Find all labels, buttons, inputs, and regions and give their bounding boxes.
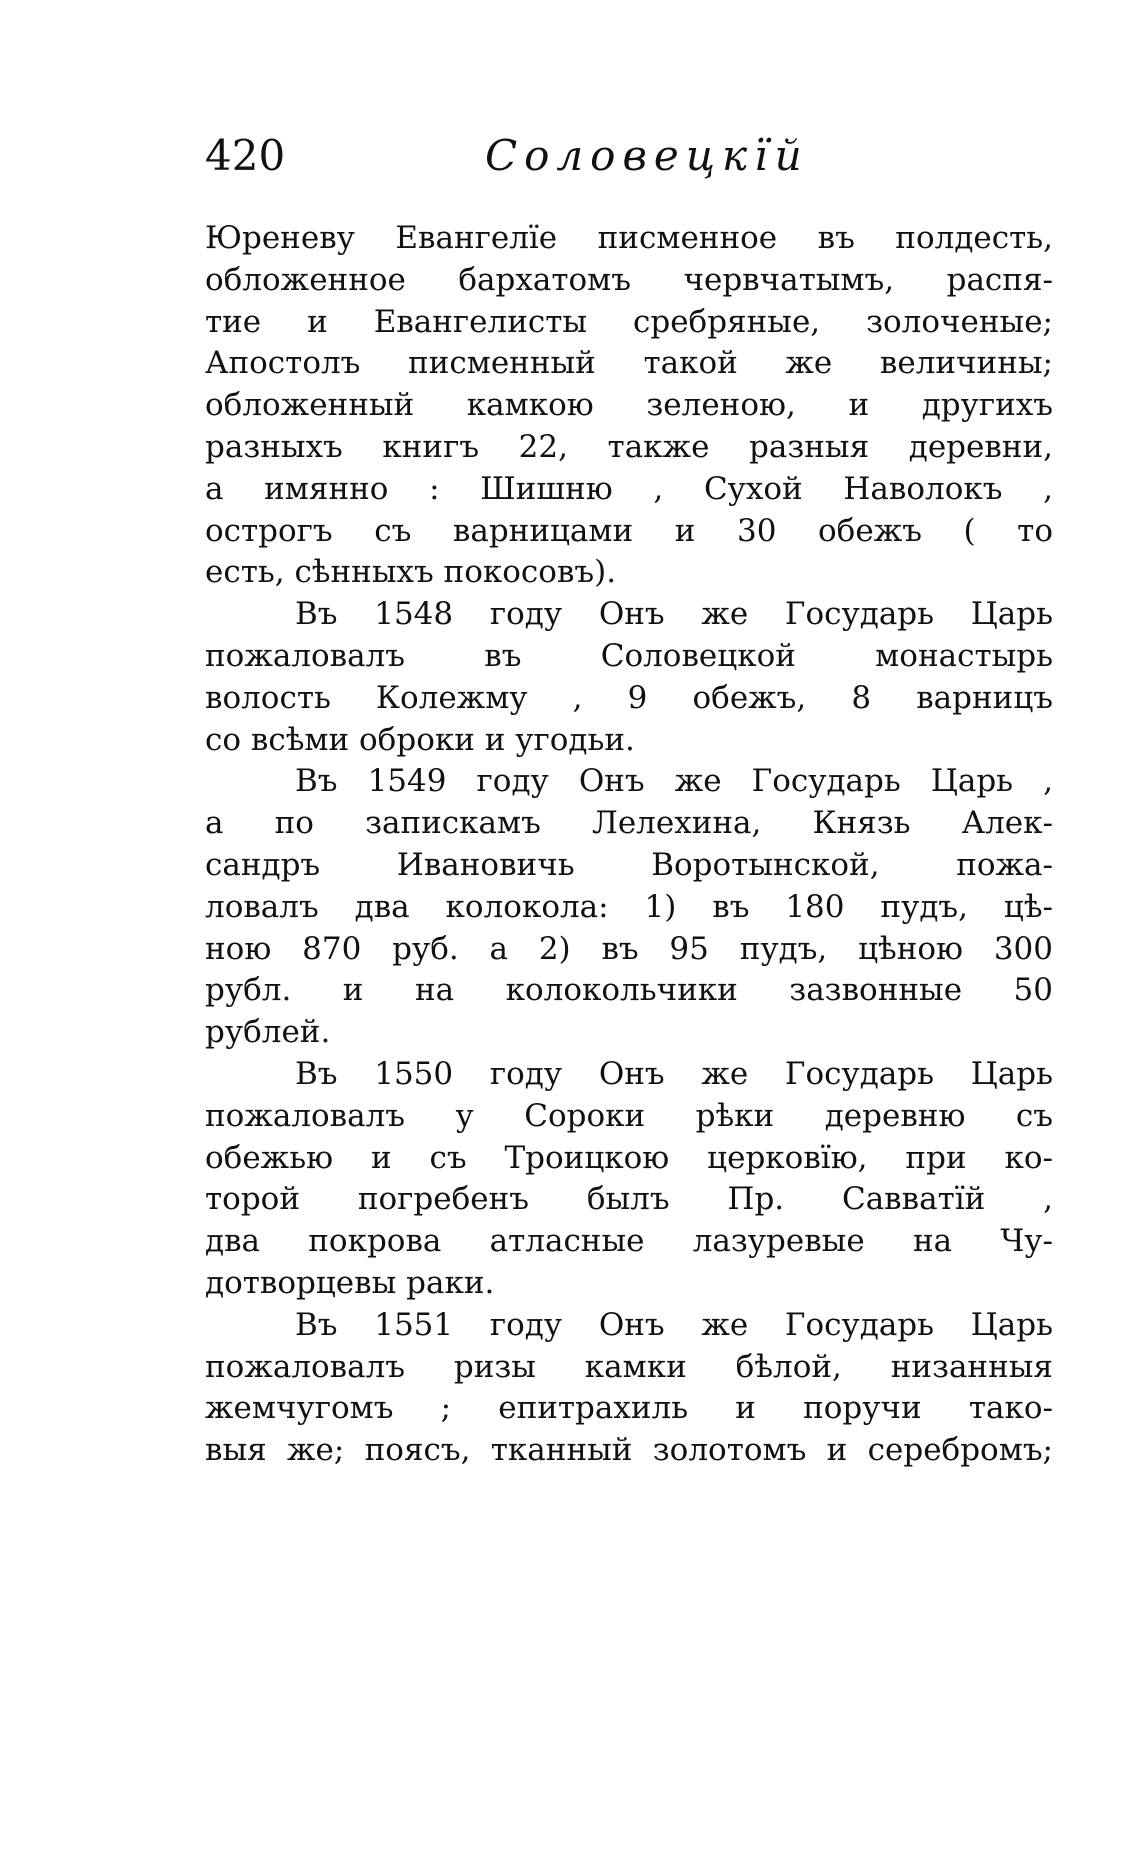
text-line: два покрова атласные лазуревые на Чу- xyxy=(205,1223,1053,1260)
text-line: тие и Евангелисты сребряные, золоченые; xyxy=(205,303,1053,340)
text-line: острогъ съ варницами и 30 обежъ ( то xyxy=(205,512,1053,549)
running-head xyxy=(205,128,1055,188)
text-line: а по запискамъ Лелехина, Князь Алек- xyxy=(205,805,1053,842)
text-line: волость Колежму , 9 обежъ, 8 варницъ xyxy=(205,679,1053,716)
text-line: Юреневу Евангелїе писменное въ полдесть, xyxy=(205,220,1053,256)
text-line: обежью и съ Троицкою церковїю, при ко- xyxy=(205,1139,1053,1176)
page-number: 420 xyxy=(205,131,286,180)
text-line: дотворцевы раки. xyxy=(205,1264,495,1301)
text-line: Въ 1548 году Онъ же Государь Царь xyxy=(295,596,1053,633)
text-line: обложенный камкою зеленою, и другихъ xyxy=(205,387,1053,424)
text-line: рубл. и на колокольчики зазвонные 50 xyxy=(205,972,1053,1009)
body-text xyxy=(205,218,1053,1472)
text-line: ною 870 руб. а 2) въ 95 пудъ, цѣною 300 xyxy=(205,930,1053,967)
running-title: Соловецкїй xyxy=(485,131,809,180)
text-line: пожаловалъ у Сороки рѣки деревню съ xyxy=(205,1097,1053,1134)
text-line: Въ 1550 году Онъ же Государь Царь xyxy=(295,1055,1053,1092)
text-line: торой погребенъ былъ Пр. Савватїй , xyxy=(205,1181,1053,1218)
text-line: выя же; поясъ, тканный золотомъ и серебромъ; xyxy=(205,1432,1053,1469)
text-line: сандръ Ивановичь Воротынской, пожа- xyxy=(205,846,1053,883)
text-line: разныхъ книгъ 22, также разныя деревни, xyxy=(205,428,1053,465)
text-line: есть, сѣнныхъ покосовъ). xyxy=(205,554,617,591)
text-line: Въ 1551 году Онъ же Государь Царь xyxy=(295,1306,1053,1343)
text-line: обложенное бархатомъ червчатымъ, распя- xyxy=(205,261,1053,298)
text-line: со всѣми оброки и угодьи. xyxy=(205,721,635,758)
text-line: Апостолъ писменный такой же величины; xyxy=(205,345,1053,382)
text-line: пожаловалъ ризы камки бѣлой, низанныя xyxy=(205,1348,1053,1385)
text-line: рублей. xyxy=(205,1014,331,1051)
text-line: ловалъ два колокола: 1) въ 180 пудъ, цѣ- xyxy=(205,888,1053,925)
text-line: Въ 1549 году Онъ же Государь Царь , xyxy=(295,763,1053,800)
text-line: пожаловалъ въ Соловецкой монастырь xyxy=(205,637,1053,674)
text-line: жемчугомъ ; епитрахиль и поручи тако- xyxy=(205,1390,1053,1427)
text-line: а имянно : Шишню , Сухой Наволокъ , xyxy=(205,470,1053,507)
